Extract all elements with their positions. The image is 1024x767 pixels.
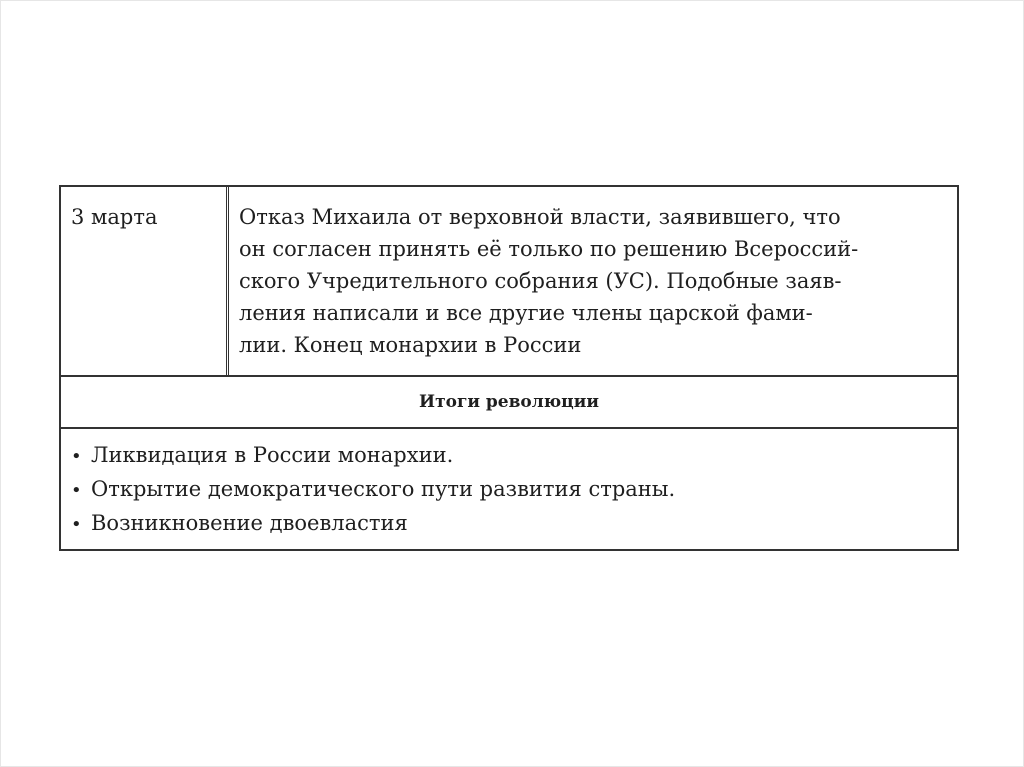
bullet-icon: • <box>71 480 82 501</box>
event-description-line: лии. Конец монархии в России <box>239 333 582 357</box>
event-date: 3 марта <box>61 187 229 375</box>
bullet-icon: • <box>71 514 82 535</box>
result-item <box>71 473 947 507</box>
result-text: Ликвидация в России монархии. <box>91 443 454 467</box>
event-description-line: ского Учредительного собрания (УС). Подобные заяв- <box>239 269 842 293</box>
event-row <box>61 187 957 377</box>
events-table <box>59 185 959 551</box>
event-description <box>229 187 957 375</box>
bullet-icon: • <box>71 446 82 467</box>
event-description-line: он согласен принять её только по решению Всероссий- <box>239 237 859 261</box>
result-text: Открытие демократического пути развития страны. <box>91 477 676 501</box>
event-description-line: Отказ Михаила от верховной власти, заявившего, что <box>239 205 841 229</box>
result-item <box>71 507 947 541</box>
result-item <box>71 439 947 473</box>
results-list <box>61 429 957 549</box>
results-heading: Итоги революции <box>61 377 957 429</box>
event-description-line: ления написали и все другие члены царской фами- <box>239 301 813 325</box>
result-text: Возникновение двоевластия <box>91 511 408 535</box>
